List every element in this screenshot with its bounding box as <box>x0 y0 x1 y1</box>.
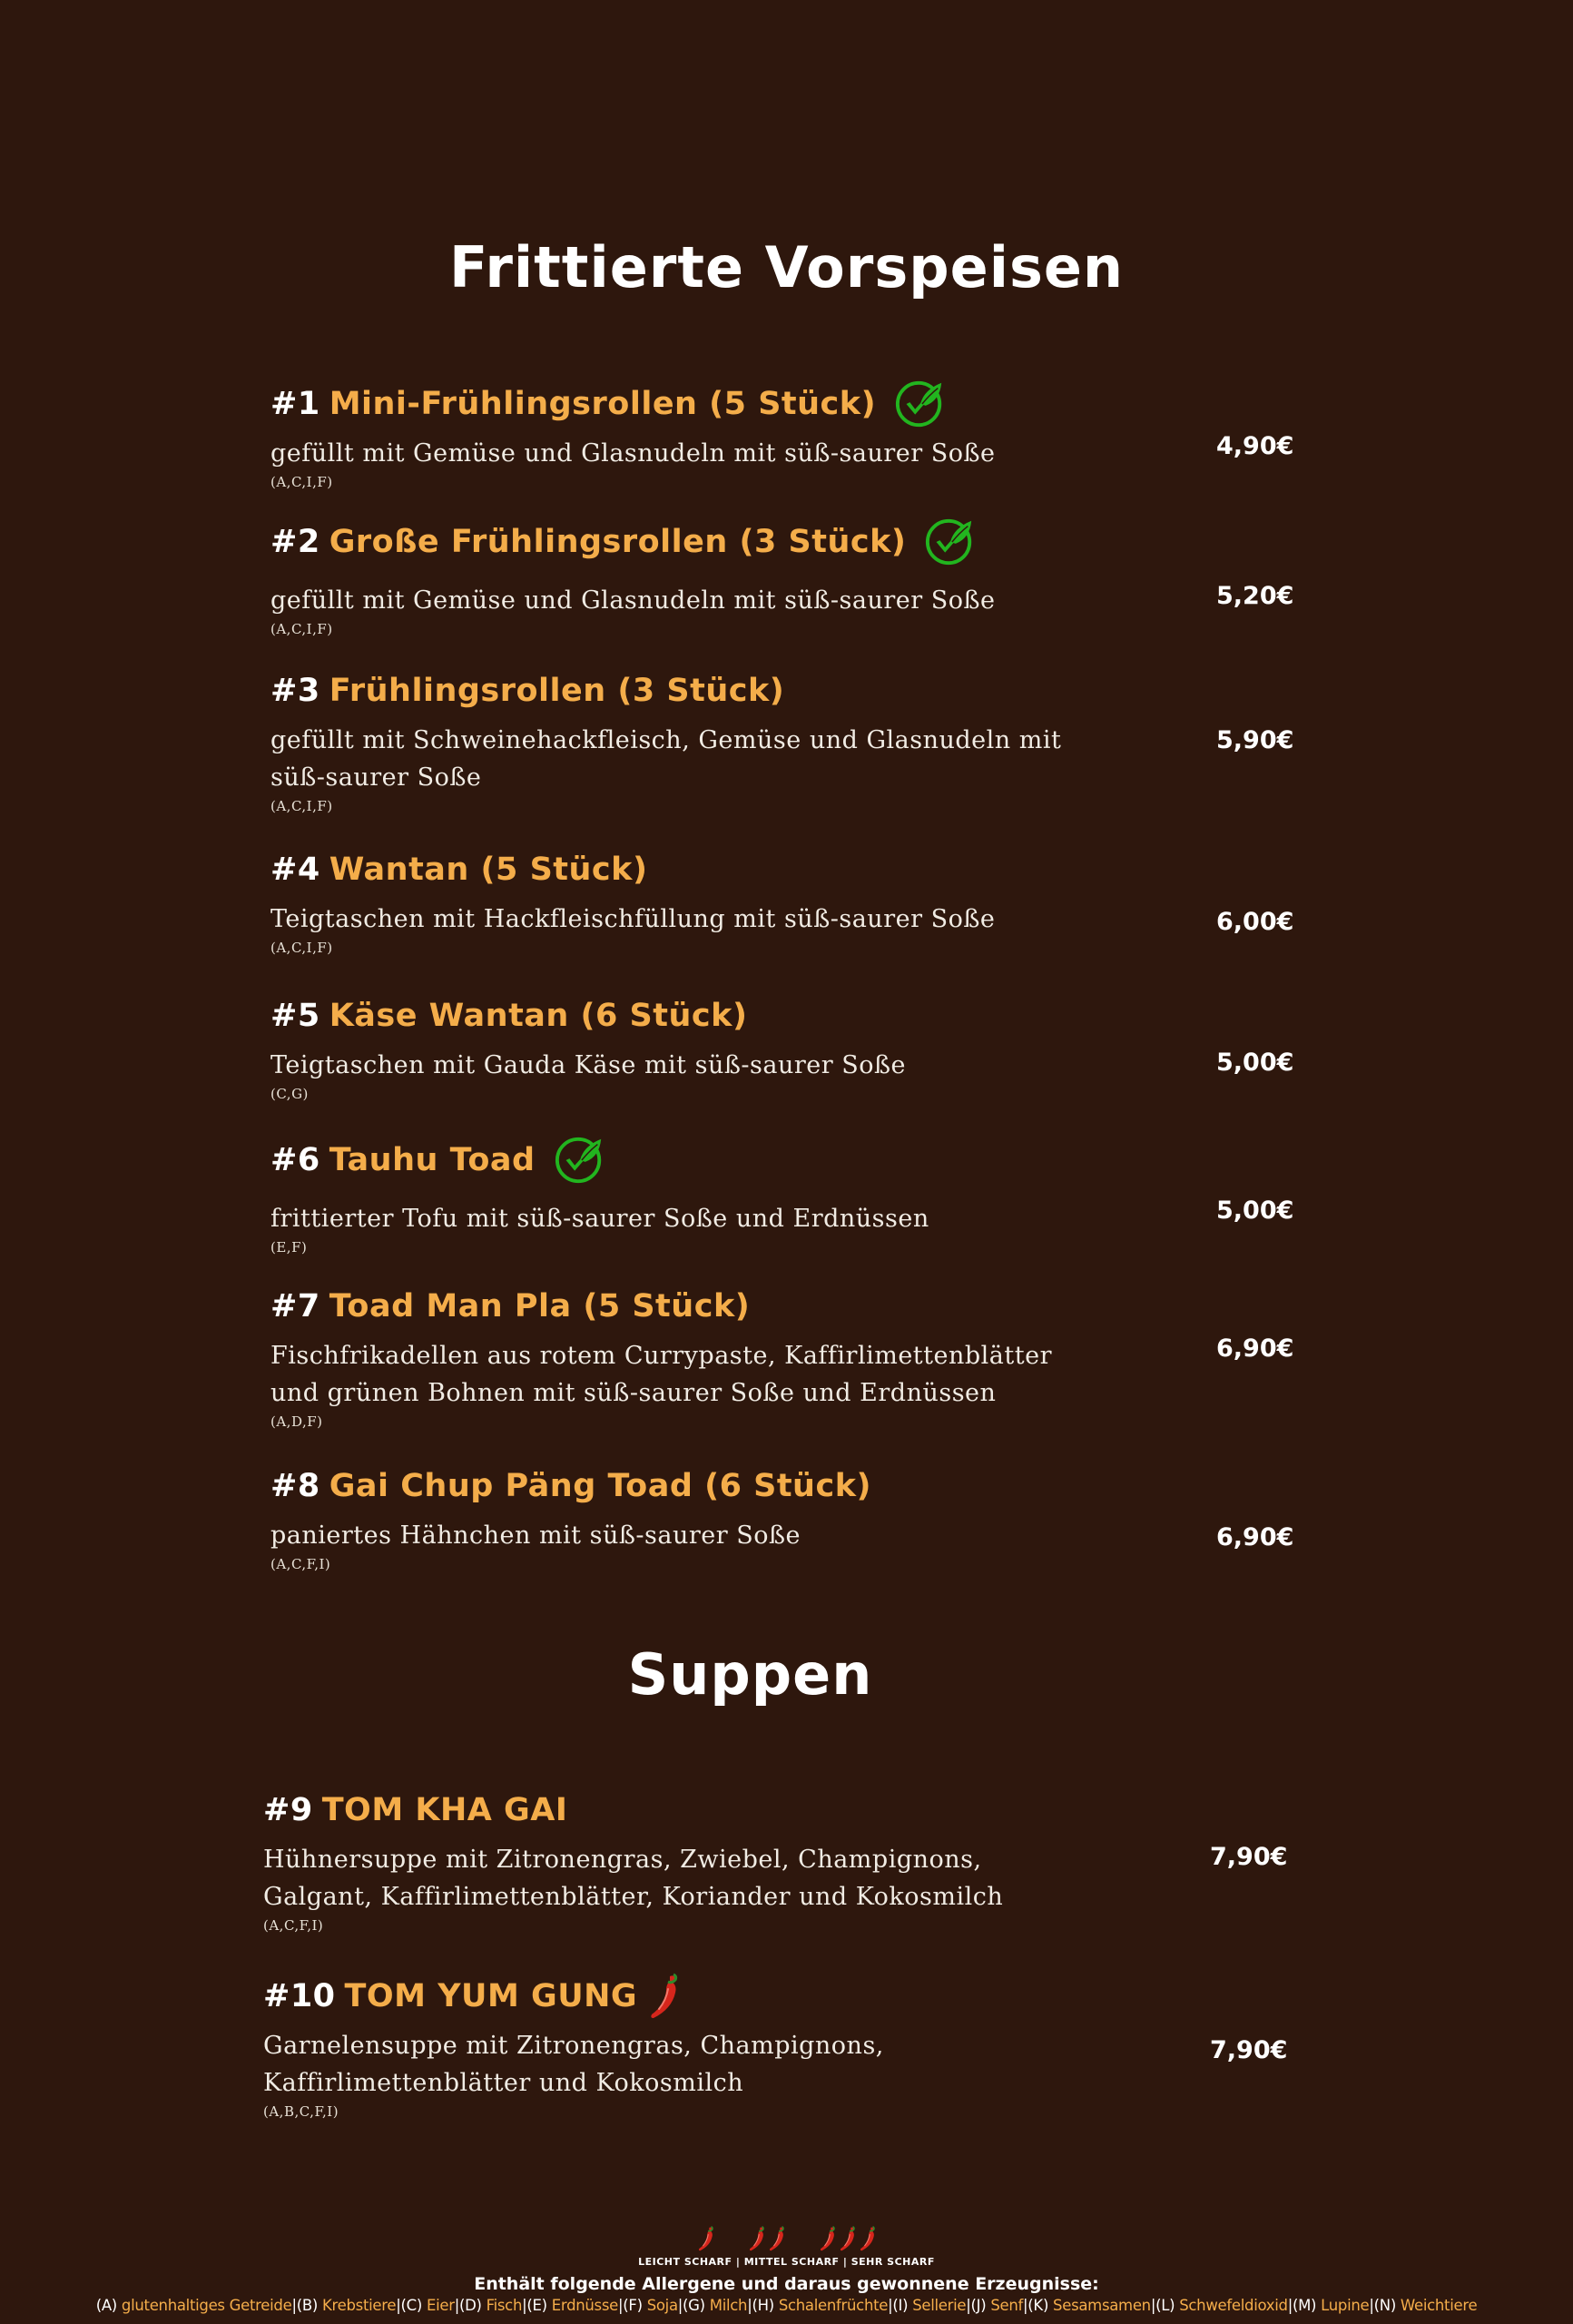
menu-item-name: Mini-Frühlingsrollen (5 Stück) <box>329 386 877 422</box>
allergen-separator: | <box>966 2297 971 2314</box>
spice-legend-medium <box>747 2226 787 2257</box>
allergen-separator: | <box>1369 2297 1374 2314</box>
chili-icon <box>696 2224 716 2257</box>
vegetarian-leaf-icon <box>554 1134 606 1187</box>
allergen-separator: | <box>454 2297 459 2314</box>
allergen-code: (F) <box>623 2297 643 2314</box>
allergen-name: Schalenfrüchte <box>778 2297 889 2314</box>
menu-item <box>270 380 1314 492</box>
menu-item-allergens: (A,C,I,F) <box>270 474 333 490</box>
menu-item-name: Frühlingsrollen (3 Stück) <box>329 673 785 709</box>
menu-item-price: 5,00€ <box>1216 1049 1294 1077</box>
menu-item-description: Teigtaschen mit Gauda Käse mit süß-saurer Soße <box>270 1051 907 1079</box>
menu-item-price: 5,00€ <box>1216 1196 1294 1225</box>
allergen-code: (G) <box>683 2297 705 2314</box>
menu-item-title <box>270 992 1314 1039</box>
allergen-name: Milch <box>709 2297 748 2314</box>
allergen-separator: | <box>1150 2297 1156 2314</box>
chili-icon <box>767 2224 787 2257</box>
allergen-separator: | <box>291 2297 297 2314</box>
allergen-name: Krebstiere <box>321 2297 397 2314</box>
menu-item-number: #8 <box>270 1468 320 1504</box>
chili-icon <box>747 2224 767 2257</box>
menu-item-name: TOM YUM GUNG <box>344 1978 638 2014</box>
menu-item-number: #5 <box>270 998 320 1034</box>
menu-item-allergens: (A,D,F) <box>270 1413 323 1430</box>
menu-item-description: Fischfrikadellen aus rotem Currypaste, Kaffirlimettenblätter und grünen Bohnen mit süß-saurer Soße und Erdnüssen <box>270 1342 1052 1407</box>
allergen-separator: | <box>1023 2297 1028 2314</box>
allergen-code: (D) <box>458 2297 482 2314</box>
spice-legend-labels: LEICHT SCHARF | MITTEL SCHARF | SEHR SCHARF <box>638 2256 935 2268</box>
menu-item-title <box>270 518 1314 566</box>
spice-legend-mild <box>696 2226 716 2257</box>
menu-item-number: #7 <box>270 1288 320 1324</box>
menu-item-price: 5,90€ <box>1216 726 1294 754</box>
allergen-name: Erdnüsse <box>551 2297 619 2314</box>
allergen-code: (H) <box>752 2297 774 2314</box>
allergen-name: Lupine <box>1321 2297 1370 2314</box>
allergen-code: (A) <box>95 2297 117 2314</box>
menu-item-description: frittierter Tofu mit süß-saurer Soße und Erdnüssen <box>270 1205 929 1233</box>
allergen-name: Senf <box>990 2297 1024 2314</box>
menu-item-price: 5,20€ <box>1216 582 1294 610</box>
menu-item-allergens: (A,C,I,F) <box>270 798 333 814</box>
menu-item-price: 6,00€ <box>1216 908 1294 936</box>
menu-item-allergens: (A,C,F,I) <box>270 1556 331 1572</box>
menu-item-price: 6,90€ <box>1216 1523 1294 1551</box>
menu-item-name: TOM KHA GAI <box>321 1792 568 1828</box>
menu-item-number: #6 <box>270 1142 320 1178</box>
menu-item-title <box>270 846 1314 893</box>
menu-item-name: Große Frühlingsrollen (3 Stück) <box>329 524 907 560</box>
allergen-heading: Enthält folgende Allergene und daraus gewonnene Erzeugnisse: <box>474 2274 1099 2294</box>
allergen-code: (I) <box>892 2297 909 2314</box>
menu-item <box>270 992 1314 1104</box>
allergen-code: (E) <box>526 2297 547 2314</box>
chili-icon <box>646 1973 683 2020</box>
chili-icon <box>838 2224 858 2257</box>
menu-item-title <box>270 1283 1314 1330</box>
allergen-code: (M) <box>1292 2297 1317 2314</box>
menu-item-name: Wantan (5 Stück) <box>329 852 648 888</box>
allergen-separator: | <box>1287 2297 1293 2314</box>
menu-item <box>270 667 1314 816</box>
menu-item-title <box>270 667 1314 714</box>
menu-item-title <box>263 1973 1307 2020</box>
menu-item-price: 7,90€ <box>1210 2036 1288 2064</box>
menu-item-number: #2 <box>270 524 320 560</box>
menu-item <box>263 1787 1307 1935</box>
allergen-name: Sesamsamen <box>1053 2297 1151 2314</box>
allergen-code: (N) <box>1373 2297 1396 2314</box>
vegetarian-leaf-icon <box>924 516 977 568</box>
allergen-separator: | <box>677 2297 683 2314</box>
allergen-separator: | <box>888 2297 893 2314</box>
chili-icon <box>818 2224 838 2257</box>
menu-item <box>263 1973 1307 2122</box>
menu-item-description: gefüllt mit Gemüse und Glasnudeln mit süß-saurer Soße <box>270 586 996 615</box>
menu-item-number: #9 <box>263 1792 313 1828</box>
allergen-name: Schwefeldioxid <box>1179 2297 1288 2314</box>
allergen-code: (C) <box>400 2297 422 2314</box>
menu-item-title <box>270 1137 1314 1184</box>
section-title-suppen: Suppen <box>627 1641 873 1708</box>
menu-item-number: #1 <box>270 386 320 422</box>
allergen-code: (J) <box>970 2297 987 2314</box>
allergen-list <box>0 2297 1573 2314</box>
allergen-name: Eier <box>426 2297 455 2314</box>
menu-item-price: 7,90€ <box>1210 1843 1288 1871</box>
menu-item-description: Hühnersuppe mit Zitronengras, Zwiebel, Champignons, Galgant, Kaffirlimettenblätter, Koriander und Kokosmilch <box>263 1846 1004 1911</box>
menu-item-title <box>270 1462 1314 1510</box>
menu-item-allergens: (A,C,F,I) <box>263 1917 324 1934</box>
menu-item-number: #3 <box>270 673 320 709</box>
menu-item-price: 6,90€ <box>1216 1334 1294 1363</box>
menu-item-allergens: (C,G) <box>270 1086 309 1102</box>
menu-item-description: paniertes Hähnchen mit süß-saurer Soße <box>270 1521 801 1550</box>
allergen-code: (B) <box>296 2297 319 2314</box>
menu-item-number: #4 <box>270 852 320 888</box>
allergen-separator: | <box>618 2297 624 2314</box>
menu-item-price: 4,90€ <box>1216 432 1294 460</box>
allergen-separator: | <box>747 2297 752 2314</box>
menu-item-allergens: (E,F) <box>270 1239 308 1256</box>
menu-item <box>270 1462 1314 1574</box>
allergen-name: Sellerie <box>912 2297 967 2314</box>
menu-item-name: Toad Man Pla (5 Stück) <box>329 1288 751 1324</box>
spice-legend-hot <box>818 2226 878 2257</box>
allergen-code: (K) <box>1027 2297 1049 2314</box>
allergen-name: Soja <box>646 2297 678 2314</box>
allergen-separator: | <box>396 2297 401 2314</box>
menu-item-title <box>270 380 1314 428</box>
menu-item-title <box>263 1787 1307 1834</box>
menu-item-allergens: (A,B,C,F,I) <box>263 2103 339 2120</box>
allergen-separator: | <box>522 2297 527 2314</box>
allergen-name: Weichtiere <box>1400 2297 1478 2314</box>
allergen-code: (L) <box>1155 2297 1175 2314</box>
allergen-name: glutenhaltiges Getreide <box>121 2297 292 2314</box>
menu-item-allergens: (A,C,I,F) <box>270 621 333 637</box>
menu-item-description: gefüllt mit Gemüse und Glasnudeln mit süß-saurer Soße <box>270 439 996 468</box>
menu-item <box>270 1283 1314 1432</box>
spice-legend <box>0 2226 1573 2257</box>
menu-item <box>270 518 1314 639</box>
chili-icon <box>858 2224 878 2257</box>
menu-item-description: gefüllt mit Schweinehackfleisch, Gemüse und Glasnudeln mit süß-saurer Soße <box>270 726 1062 792</box>
allergen-name: Fisch <box>486 2297 523 2314</box>
menu-item-name: Käse Wantan (6 Stück) <box>329 998 748 1034</box>
menu-item <box>270 846 1314 958</box>
menu-item-name: Tauhu Toad <box>329 1142 536 1178</box>
menu-item-description: Teigtaschen mit Hackfleischfüllung mit süß-saurer Soße <box>270 905 996 933</box>
menu-item <box>270 1137 1314 1257</box>
menu-item-description: Garnelensuppe mit Zitronengras, Champignons, Kaffirlimettenblätter und Kokosmilch <box>263 2032 884 2097</box>
menu-item-name: Gai Chup Päng Toad (6 Stück) <box>329 1468 871 1504</box>
menu-item-number: #10 <box>263 1978 336 2014</box>
vegetarian-leaf-icon <box>894 378 947 430</box>
section-title-vorspeisen: Frittierte Vorspeisen <box>448 234 1125 300</box>
menu-item-allergens: (A,C,I,F) <box>270 940 333 956</box>
